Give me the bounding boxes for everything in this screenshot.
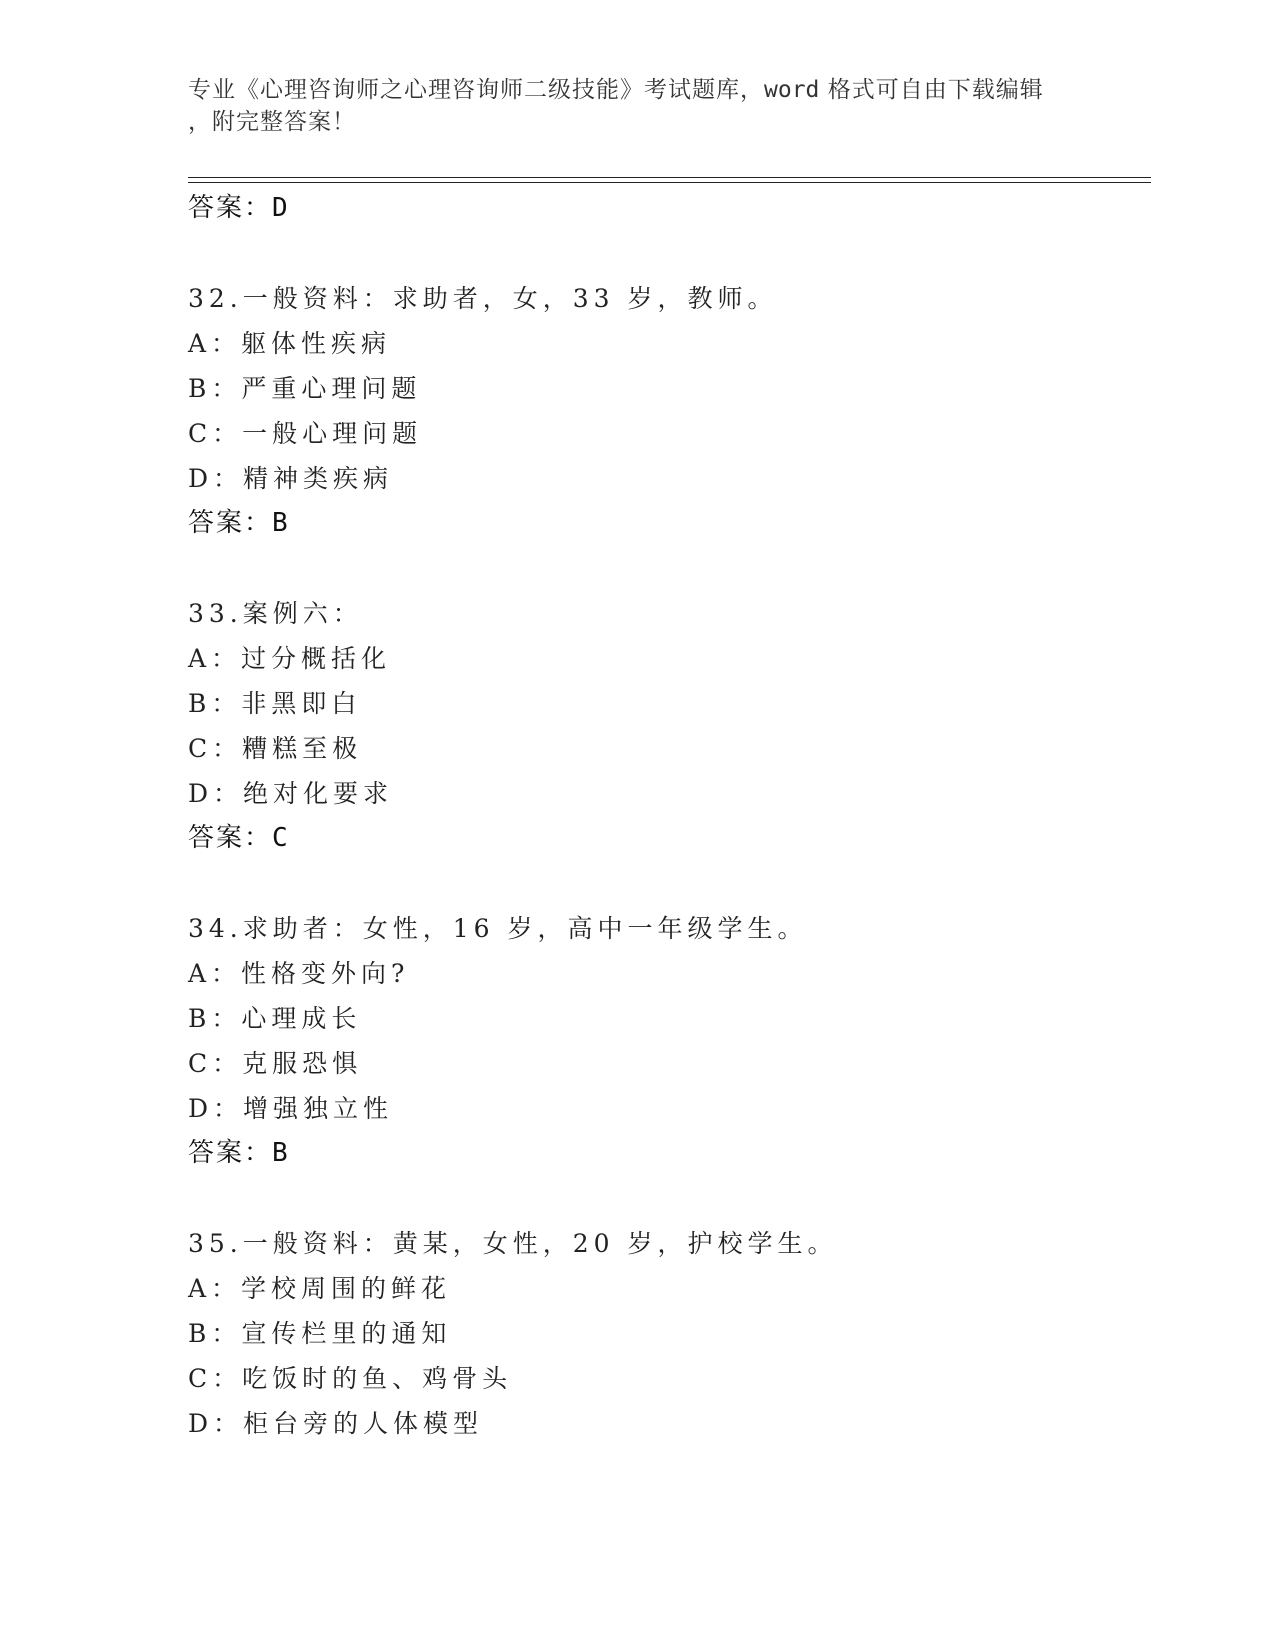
previous-answer-block: [188, 186, 1088, 231]
answer-value: B: [272, 1138, 288, 1168]
answer-value: C: [272, 823, 288, 853]
option-d: D：绝对化要求: [188, 779, 394, 808]
option-d: D：增强独立性: [188, 1094, 394, 1123]
header-line-1: [188, 74, 1088, 106]
option-c: C：一般心理问题: [188, 419, 423, 448]
header-title: 专业《心理咨询师之心理咨询师二级技能》考试题库，: [188, 77, 764, 103]
answer-line: [188, 501, 1088, 546]
answer-line: [188, 186, 1088, 231]
answer-label: 答案：: [188, 823, 273, 853]
answer-label: 答案：: [188, 193, 273, 223]
option-d: D：精神类疾病: [188, 464, 394, 493]
question-block: [188, 906, 1088, 1176]
question-block: [188, 591, 1088, 861]
question-stem: 34.求助者：女性，16 岁，高中一年级学生。: [188, 914, 808, 943]
question-stem: 35.一般资料：黄某，女性，20 岁，护校学生。: [188, 1229, 838, 1258]
answer-label: 答案：: [188, 508, 273, 538]
option-a: A：性格变外向?: [188, 959, 410, 988]
header-format: word: [764, 77, 820, 103]
option-a: A：躯体性疾病: [188, 329, 392, 358]
option-b: B：严重心理问题: [188, 374, 422, 403]
question-block: [188, 1221, 1088, 1446]
option-b: B：宣传栏里的通知: [188, 1319, 452, 1348]
header-divider-top: [188, 177, 1151, 178]
option-c: C：吃饭时的鱼、鸡骨头: [188, 1364, 513, 1393]
answer-line: [188, 1131, 1088, 1176]
option-c: C：克服恐惧: [188, 1049, 363, 1078]
question-stem: 32.一般资料：求助者，女，33 岁，教师。: [188, 284, 778, 313]
answer-value: D: [272, 193, 288, 223]
document-header: [188, 74, 1088, 138]
option-b: B：非黑即白: [188, 689, 362, 718]
option-a: A：过分概括化: [188, 644, 392, 673]
question-stem: 33.案例六：: [188, 599, 363, 628]
answer-line: [188, 816, 1088, 861]
answer-label: 答案：: [188, 1138, 273, 1168]
header-title-suffix: 格式可自由下载编辑: [819, 77, 1044, 103]
option-d: D：柜台旁的人体模型: [188, 1409, 484, 1438]
question-block: [188, 276, 1088, 546]
option-b: B：心理成长: [188, 1004, 362, 1033]
header-divider-bottom: [188, 182, 1151, 183]
answer-value: B: [272, 508, 288, 538]
header-line-2: ，附完整答案！: [188, 109, 356, 135]
option-a: A：学校周围的鲜花: [188, 1274, 452, 1303]
option-c: C：糟糕至极: [188, 734, 363, 763]
